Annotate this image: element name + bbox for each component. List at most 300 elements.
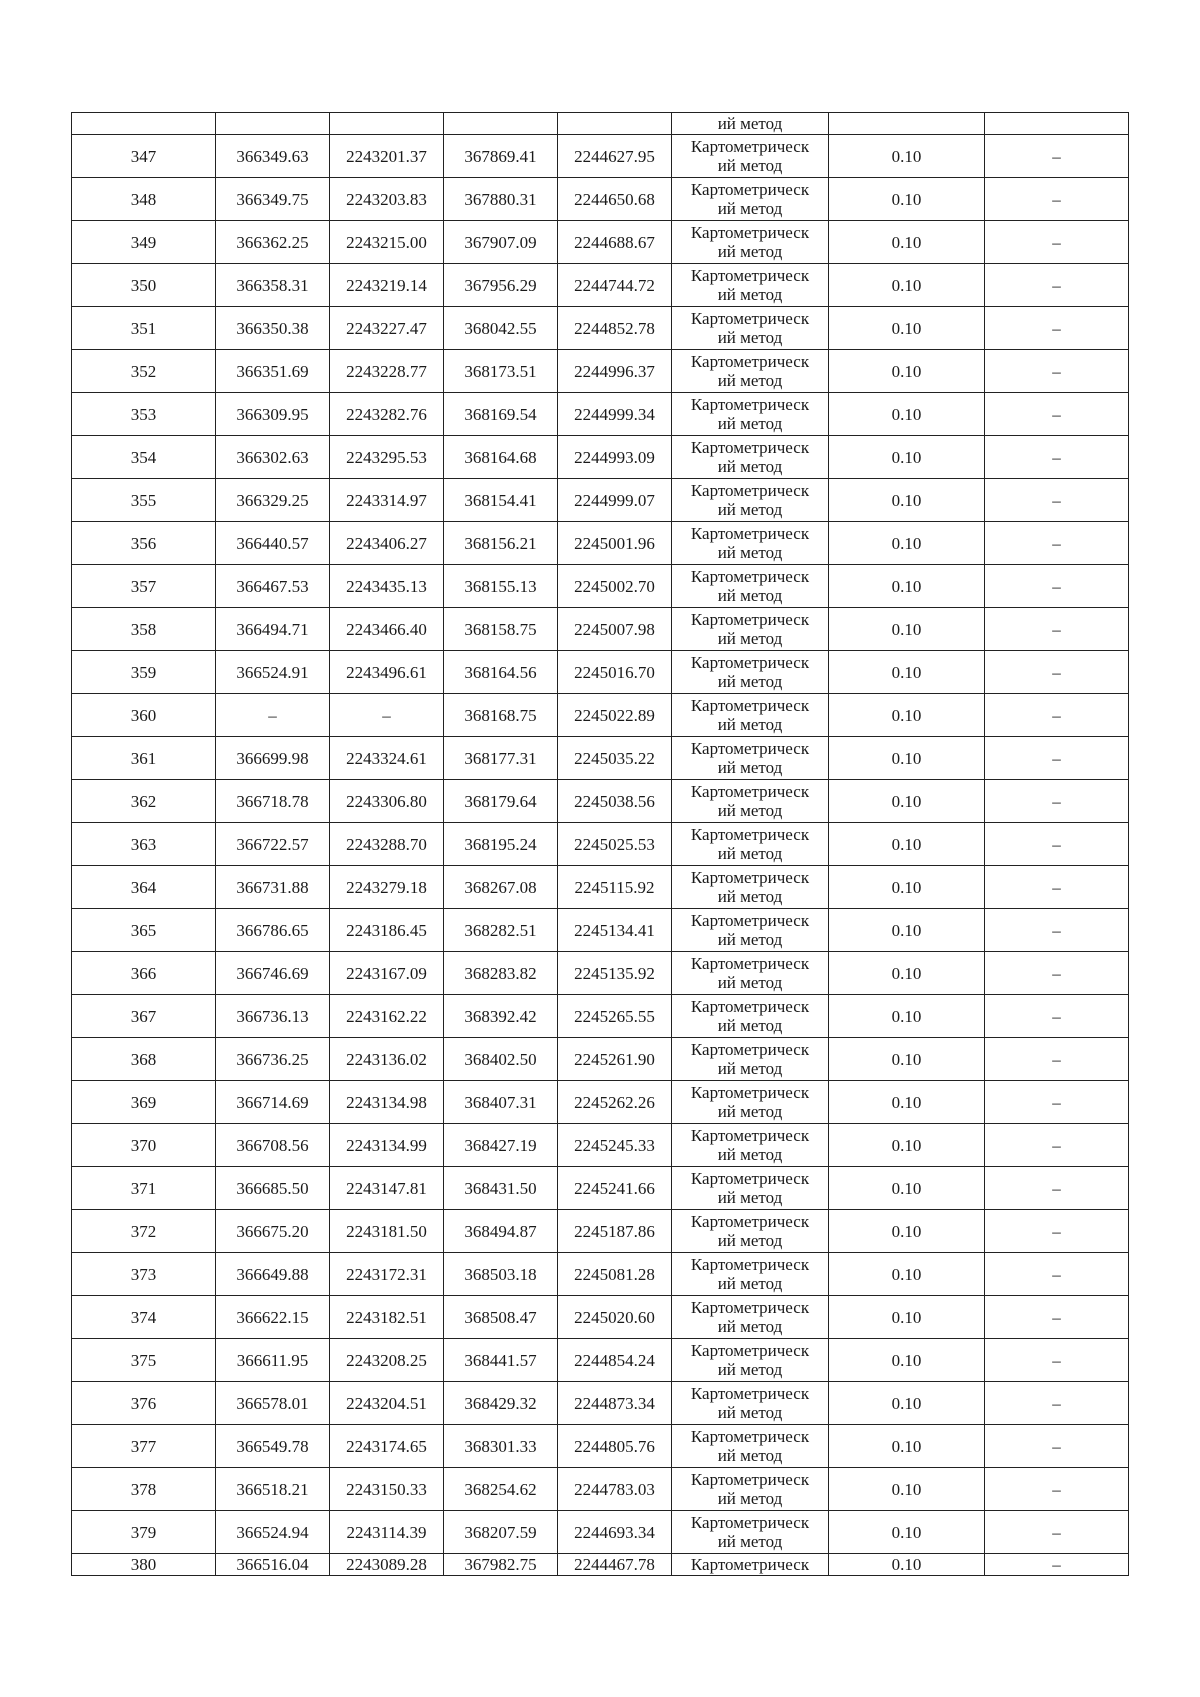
existing-y-cell: 2243089.28 — [330, 1554, 444, 1576]
point-number-cell: 379 — [72, 1511, 216, 1554]
existing-y-cell: 2243324.61 — [330, 737, 444, 780]
method-cell — [672, 1038, 829, 1081]
new-x-cell: 368441.57 — [444, 1339, 558, 1382]
method-cell — [672, 780, 829, 823]
new-x-cell: 368402.50 — [444, 1038, 558, 1081]
existing-y-cell: 2243295.53 — [330, 436, 444, 479]
new-x-cell: 367869.41 — [444, 135, 558, 178]
accuracy-cell: 0.10 — [829, 737, 985, 780]
method-cell: Картометрическ — [672, 1554, 829, 1576]
point-number-cell: 359 — [72, 651, 216, 694]
existing-x-cell: 366329.25 — [216, 479, 330, 522]
table-row — [72, 1339, 1129, 1382]
new-x-cell: 368283.82 — [444, 952, 558, 995]
method-cell — [672, 178, 829, 221]
method-line-2: ий метод — [717, 1489, 783, 1508]
description-cell: – — [985, 436, 1129, 479]
new-x-cell: 367956.29 — [444, 264, 558, 307]
method-line-2: ий метод — [717, 1317, 783, 1336]
point-number-cell: 354 — [72, 436, 216, 479]
accuracy-cell: 0.10 — [829, 565, 985, 608]
method-cell — [672, 1081, 829, 1124]
method-line-2: ий метод — [717, 715, 783, 734]
existing-y-cell: 2243228.77 — [330, 350, 444, 393]
description-cell: – — [985, 651, 1129, 694]
existing-x-cell: 366494.71 — [216, 608, 330, 651]
point-number-cell: 358 — [72, 608, 216, 651]
existing-y-cell: 2243204.51 — [330, 1382, 444, 1425]
existing-y-cell: 2243496.61 — [330, 651, 444, 694]
table-row — [72, 522, 1129, 565]
description-cell: – — [985, 522, 1129, 565]
new-x-cell: 368207.59 — [444, 1511, 558, 1554]
existing-x-cell: 366309.95 — [216, 393, 330, 436]
description-cell: – — [985, 1382, 1129, 1425]
table-row — [72, 952, 1129, 995]
new-y-cell: 2245187.86 — [558, 1210, 672, 1253]
point-number-cell: 347 — [72, 135, 216, 178]
new-y-cell: 2245135.92 — [558, 952, 672, 995]
new-x-cell: 368179.64 — [444, 780, 558, 823]
method-line-2: ий метод — [717, 242, 783, 261]
existing-x-cell: 366440.57 — [216, 522, 330, 565]
method-line-2: ий метод — [717, 1188, 783, 1207]
table-row — [72, 737, 1129, 780]
point-number-cell — [72, 113, 216, 135]
method-line-2: ий метод — [717, 1274, 783, 1293]
table-row — [72, 307, 1129, 350]
point-number-cell: 371 — [72, 1167, 216, 1210]
new-x-cell: 368392.42 — [444, 995, 558, 1038]
new-x-cell: 368156.21 — [444, 522, 558, 565]
existing-x-cell: 366736.13 — [216, 995, 330, 1038]
method-line-2: ий метод — [717, 887, 783, 906]
point-number-cell: 376 — [72, 1382, 216, 1425]
new-x-cell: 368429.32 — [444, 1382, 558, 1425]
table-row — [72, 1468, 1129, 1511]
method-cell — [672, 1425, 829, 1468]
accuracy-cell: 0.10 — [829, 1124, 985, 1167]
description-cell: – — [985, 1210, 1129, 1253]
method-line-2: ий метод — [717, 758, 783, 777]
existing-y-cell: 2243435.13 — [330, 565, 444, 608]
point-number-cell: 348 — [72, 178, 216, 221]
point-number-cell: 350 — [72, 264, 216, 307]
existing-y-cell: 2243306.80 — [330, 780, 444, 823]
point-number-cell: 369 — [72, 1081, 216, 1124]
table-row-last — [72, 1554, 1129, 1576]
point-number-cell: 378 — [72, 1468, 216, 1511]
new-y-cell: 2245262.26 — [558, 1081, 672, 1124]
new-y-cell: 2244996.37 — [558, 350, 672, 393]
new-y-cell: 2244999.34 — [558, 393, 672, 436]
method-line-1: Картометрическ — [690, 1040, 810, 1059]
existing-y-cell: 2243136.02 — [330, 1038, 444, 1081]
method-line-2: ий метод — [717, 973, 783, 992]
new-y-cell: 2244627.95 — [558, 135, 672, 178]
method-line-1: Картометрическ — [690, 1083, 810, 1102]
new-y-cell: 2245241.66 — [558, 1167, 672, 1210]
method-line-1: Картометрическ — [690, 997, 810, 1016]
description-cell — [985, 113, 1129, 135]
new-y-cell: 2245265.55 — [558, 995, 672, 1038]
new-x-cell: 368195.24 — [444, 823, 558, 866]
table-row — [72, 1425, 1129, 1468]
new-y-cell: 2245020.60 — [558, 1296, 672, 1339]
new-y-cell: 2245261.90 — [558, 1038, 672, 1081]
new-x-cell: 367880.31 — [444, 178, 558, 221]
new-x-cell: 368154.41 — [444, 479, 558, 522]
existing-y-cell: 2243150.33 — [330, 1468, 444, 1511]
description-cell: – — [985, 1511, 1129, 1554]
new-y-cell: 2244993.09 — [558, 436, 672, 479]
accuracy-cell: 0.10 — [829, 522, 985, 565]
new-x-cell: 368164.68 — [444, 436, 558, 479]
method-cell — [672, 694, 829, 737]
table-row — [72, 1038, 1129, 1081]
new-x-cell: 368407.31 — [444, 1081, 558, 1124]
existing-x-cell: 366718.78 — [216, 780, 330, 823]
existing-x-cell: 366649.88 — [216, 1253, 330, 1296]
method-cell — [672, 1167, 829, 1210]
table-row — [72, 350, 1129, 393]
method-cell — [672, 264, 829, 307]
existing-x-cell: 366746.69 — [216, 952, 330, 995]
new-y-cell: 2244999.07 — [558, 479, 672, 522]
existing-y-cell: 2243279.18 — [330, 866, 444, 909]
description-cell: – — [985, 1253, 1129, 1296]
method-line-1: Картометрическ — [690, 1255, 810, 1274]
existing-x-cell: 366362.25 — [216, 221, 330, 264]
existing-y-cell: 2243201.37 — [330, 135, 444, 178]
table-row — [72, 694, 1129, 737]
method-line-1: Картометрическ — [690, 1384, 810, 1403]
new-x-cell: 367907.09 — [444, 221, 558, 264]
existing-y-cell: 2243134.98 — [330, 1081, 444, 1124]
method-line-1: Картометрическ — [690, 782, 810, 801]
table-row — [72, 1210, 1129, 1253]
accuracy-cell: 0.10 — [829, 135, 985, 178]
point-number-cell: 361 — [72, 737, 216, 780]
accuracy-cell: 0.10 — [829, 866, 985, 909]
point-number-cell: 362 — [72, 780, 216, 823]
description-cell: – — [985, 1425, 1129, 1468]
point-number-cell: 363 — [72, 823, 216, 866]
method-line-1: Картометрическ — [690, 438, 810, 457]
new-y-cell: 2244467.78 — [558, 1554, 672, 1576]
existing-x-cell: 366524.91 — [216, 651, 330, 694]
point-number-cell: 375 — [72, 1339, 216, 1382]
method-cell — [672, 909, 829, 952]
existing-y-cell: 2243114.39 — [330, 1511, 444, 1554]
description-cell: – — [985, 952, 1129, 995]
method-line-2: ий метод — [717, 930, 783, 949]
accuracy-cell: 0.10 — [829, 608, 985, 651]
new-y-cell: 2244805.76 — [558, 1425, 672, 1468]
new-y-cell: 2244693.34 — [558, 1511, 672, 1554]
accuracy-cell: 0.10 — [829, 995, 985, 1038]
method-cell — [672, 221, 829, 264]
method-cell — [672, 1382, 829, 1425]
new-y-cell: 2244854.24 — [558, 1339, 672, 1382]
method-line-1: Картометрическ — [690, 1212, 810, 1231]
method-line-1: Картометрическ — [690, 825, 810, 844]
point-number-cell: 360 — [72, 694, 216, 737]
table-row — [72, 393, 1129, 436]
accuracy-cell: 0.10 — [829, 479, 985, 522]
table-row — [72, 436, 1129, 479]
accuracy-cell: 0.10 — [829, 1296, 985, 1339]
new-y-cell: 2245007.98 — [558, 608, 672, 651]
method-line-1: Картометрическ — [690, 1513, 810, 1532]
method-line-1: Картометрическ — [690, 911, 810, 930]
table-row — [72, 221, 1129, 264]
new-y-cell: 2245081.28 — [558, 1253, 672, 1296]
new-y-cell: 2245134.41 — [558, 909, 672, 952]
method-line-2: ий метод — [717, 1532, 783, 1551]
accuracy-cell: 0.10 — [829, 909, 985, 952]
point-number-cell: 352 — [72, 350, 216, 393]
new-y-cell: 2244852.78 — [558, 307, 672, 350]
new-y-cell: 2245245.33 — [558, 1124, 672, 1167]
existing-y-cell: 2243162.22 — [330, 995, 444, 1038]
new-x-cell: 368042.55 — [444, 307, 558, 350]
new-y-cell: 2244688.67 — [558, 221, 672, 264]
table-row — [72, 264, 1129, 307]
point-number-cell: 373 — [72, 1253, 216, 1296]
existing-x-cell: 366516.04 — [216, 1554, 330, 1576]
method-cell — [672, 1339, 829, 1382]
method-line-2: ий метод — [717, 1059, 783, 1078]
existing-x-cell: 366349.75 — [216, 178, 330, 221]
description-cell: – — [985, 479, 1129, 522]
description-cell: – — [985, 823, 1129, 866]
table-row — [72, 1124, 1129, 1167]
new-x-cell: 368155.13 — [444, 565, 558, 608]
method-line-1: Картометрическ — [690, 137, 810, 156]
description-cell: – — [985, 909, 1129, 952]
method-cell — [672, 952, 829, 995]
method-line-2: ий метод — [717, 1446, 783, 1465]
description-cell: – — [985, 350, 1129, 393]
method-cell — [672, 608, 829, 651]
point-number-cell: 357 — [72, 565, 216, 608]
point-number-cell: 367 — [72, 995, 216, 1038]
method-line-2: ий метод — [717, 1016, 783, 1035]
table-row — [72, 479, 1129, 522]
existing-y-cell: 2243147.81 — [330, 1167, 444, 1210]
existing-x-cell: 366302.63 — [216, 436, 330, 479]
method-line-2: ий метод — [717, 156, 783, 175]
method-cell — [672, 1210, 829, 1253]
new-y-cell: 2244873.34 — [558, 1382, 672, 1425]
existing-x-cell — [216, 113, 330, 135]
accuracy-cell: 0.10 — [829, 393, 985, 436]
new-x-cell: 368169.54 — [444, 393, 558, 436]
existing-x-cell: 366722.57 — [216, 823, 330, 866]
point-number-cell: 372 — [72, 1210, 216, 1253]
new-y-cell: 2245115.92 — [558, 866, 672, 909]
method-line-1: Картометрическ — [690, 266, 810, 285]
existing-y-cell: – — [330, 694, 444, 737]
description-cell: – — [985, 1124, 1129, 1167]
existing-y-cell: 2243466.40 — [330, 608, 444, 651]
existing-y-cell: 2243174.65 — [330, 1425, 444, 1468]
new-x-cell: 368508.47 — [444, 1296, 558, 1339]
description-cell: – — [985, 1554, 1129, 1576]
accuracy-cell: 0.10 — [829, 1425, 985, 1468]
accuracy-cell: 0.10 — [829, 1468, 985, 1511]
accuracy-cell: 0.10 — [829, 264, 985, 307]
method-line-1: Картометрическ — [690, 524, 810, 543]
point-number-cell: 353 — [72, 393, 216, 436]
accuracy-cell: 0.10 — [829, 1038, 985, 1081]
method-cell — [672, 1124, 829, 1167]
method-line-2: ий метод — [717, 586, 783, 605]
existing-x-cell: 366786.65 — [216, 909, 330, 952]
accuracy-cell: 0.10 — [829, 651, 985, 694]
table-row — [72, 135, 1129, 178]
method-line-2: ий метод — [717, 199, 783, 218]
existing-y-cell: 2243182.51 — [330, 1296, 444, 1339]
point-number-cell: 374 — [72, 1296, 216, 1339]
point-number-cell: 366 — [72, 952, 216, 995]
accuracy-cell — [829, 113, 985, 135]
existing-y-cell: 2243215.00 — [330, 221, 444, 264]
method-line-1: Картометрическ — [690, 309, 810, 328]
method-cell — [672, 135, 829, 178]
new-x-cell: 368168.75 — [444, 694, 558, 737]
point-number-cell: 356 — [72, 522, 216, 565]
new-y-cell: 2245016.70 — [558, 651, 672, 694]
continuation-row — [72, 113, 1129, 135]
method-cell — [672, 1511, 829, 1554]
new-x-cell: 367982.75 — [444, 1554, 558, 1576]
method-line-1: Картометрическ — [690, 481, 810, 500]
table-row — [72, 565, 1129, 608]
new-x-cell: 368158.75 — [444, 608, 558, 651]
existing-y-cell: 2243227.47 — [330, 307, 444, 350]
table-row — [72, 1511, 1129, 1554]
new-x-cell: 368431.50 — [444, 1167, 558, 1210]
existing-x-cell: 366578.01 — [216, 1382, 330, 1425]
new-x-cell: 368282.51 — [444, 909, 558, 952]
accuracy-cell: 0.10 — [829, 307, 985, 350]
method-cell — [672, 823, 829, 866]
method-line-2: ий метод — [717, 328, 783, 347]
method-line-2: ий метод — [717, 1360, 783, 1379]
table-row — [72, 823, 1129, 866]
method-line-2: ий метод — [717, 1102, 783, 1121]
method-line-1: Картометрическ — [690, 223, 810, 242]
existing-y-cell: 2243314.97 — [330, 479, 444, 522]
existing-y-cell: 2243282.76 — [330, 393, 444, 436]
new-y-cell: 2244783.03 — [558, 1468, 672, 1511]
description-cell: – — [985, 135, 1129, 178]
accuracy-cell: 0.10 — [829, 1511, 985, 1554]
accuracy-cell: 0.10 — [829, 1081, 985, 1124]
description-cell: – — [985, 1167, 1129, 1210]
new-y-cell: 2244744.72 — [558, 264, 672, 307]
accuracy-cell: 0.10 — [829, 1210, 985, 1253]
method-line-2: ий метод — [717, 1403, 783, 1422]
description-cell: – — [985, 178, 1129, 221]
existing-x-cell: 366611.95 — [216, 1339, 330, 1382]
new-x-cell: 368267.08 — [444, 866, 558, 909]
new-x-cell: 368503.18 — [444, 1253, 558, 1296]
existing-x-cell: 366351.69 — [216, 350, 330, 393]
method-cell — [672, 522, 829, 565]
method-cell — [672, 1468, 829, 1511]
existing-y-cell: 2243219.14 — [330, 264, 444, 307]
existing-x-cell: 366358.31 — [216, 264, 330, 307]
method-cell — [672, 393, 829, 436]
method-line-2: ий метод — [717, 801, 783, 820]
table-row — [72, 1382, 1129, 1425]
accuracy-cell: 0.10 — [829, 436, 985, 479]
point-number-cell: 351 — [72, 307, 216, 350]
method-line-1: Картометрическ — [690, 954, 810, 973]
existing-y-cell: 2243167.09 — [330, 952, 444, 995]
description-cell: – — [985, 737, 1129, 780]
existing-x-cell: 366349.63 — [216, 135, 330, 178]
method-line-1: Картометрическ — [690, 180, 810, 199]
new-x-cell: 368254.62 — [444, 1468, 558, 1511]
method-cell — [672, 1296, 829, 1339]
table-row — [72, 178, 1129, 221]
method-line-1: Картометрическ — [690, 1169, 810, 1188]
method-cell — [672, 479, 829, 522]
method-line-1: Картометрическ — [690, 610, 810, 629]
existing-x-cell: 366699.98 — [216, 737, 330, 780]
method-line-1: Картометрическ — [690, 1341, 810, 1360]
point-number-cell: 349 — [72, 221, 216, 264]
existing-x-cell: 366350.38 — [216, 307, 330, 350]
new-y-cell: 2245001.96 — [558, 522, 672, 565]
method-cell — [672, 651, 829, 694]
existing-y-cell: 2243406.27 — [330, 522, 444, 565]
table-row — [72, 909, 1129, 952]
existing-y-cell: 2243288.70 — [330, 823, 444, 866]
description-cell: – — [985, 565, 1129, 608]
method-cell — [672, 307, 829, 350]
accuracy-cell: 0.10 — [829, 178, 985, 221]
new-x-cell: 368173.51 — [444, 350, 558, 393]
new-x-cell: 368427.19 — [444, 1124, 558, 1167]
coordinates-table — [71, 112, 1129, 1576]
point-number-cell: 368 — [72, 1038, 216, 1081]
description-cell: – — [985, 866, 1129, 909]
existing-x-cell: 366467.53 — [216, 565, 330, 608]
table-row — [72, 651, 1129, 694]
new-y-cell: 2244650.68 — [558, 178, 672, 221]
method-cell — [672, 350, 829, 393]
table-body — [72, 113, 1129, 1576]
method-line-2: ий метод — [717, 414, 783, 433]
accuracy-cell: 0.10 — [829, 1253, 985, 1296]
existing-x-cell: 366524.94 — [216, 1511, 330, 1554]
existing-y-cell: 2243181.50 — [330, 1210, 444, 1253]
description-cell: – — [985, 1296, 1129, 1339]
point-number-cell: 365 — [72, 909, 216, 952]
method-line-1: Картометрическ — [690, 696, 810, 715]
existing-x-cell: 366731.88 — [216, 866, 330, 909]
point-number-cell: 377 — [72, 1425, 216, 1468]
new-y-cell: 2245025.53 — [558, 823, 672, 866]
accuracy-cell: 0.10 — [829, 350, 985, 393]
description-cell: – — [985, 780, 1129, 823]
table-row — [72, 780, 1129, 823]
